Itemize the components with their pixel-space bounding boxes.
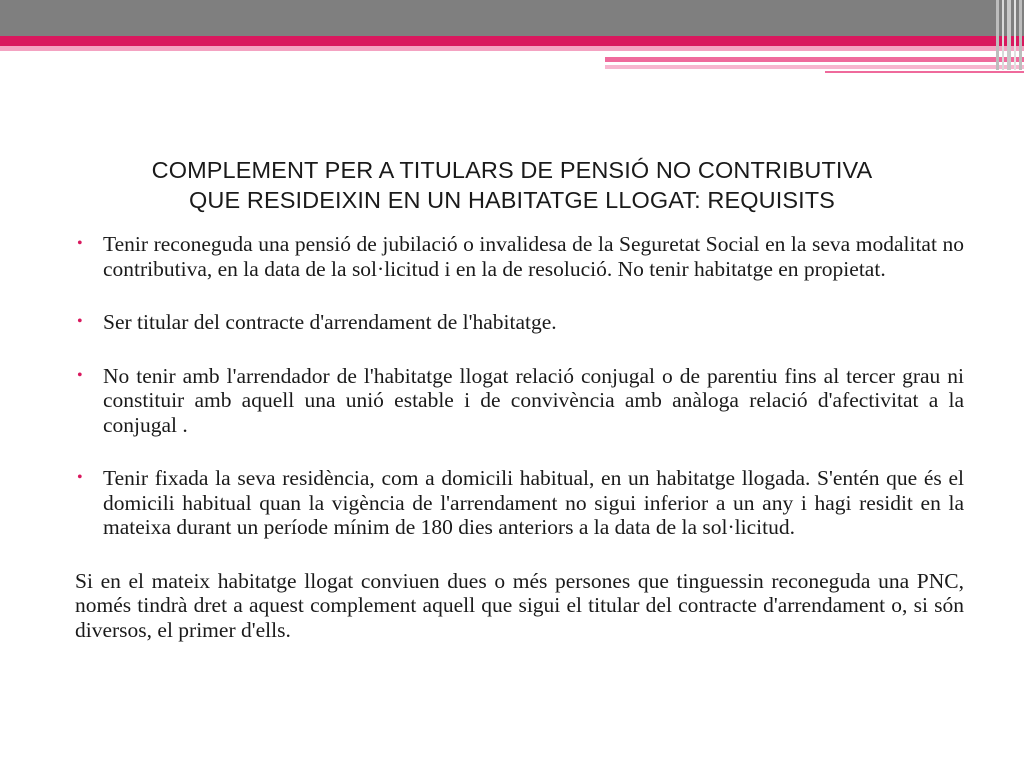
bullet-item-1: • Tenir reconeguda una pensió de jubilació o invalidesa de la Seguretat Social en la seva modalitat no contributiva, en la data de la sol·licitud i en la de resolució. No tenir habitatge en propietat. [75, 232, 964, 281]
bullet-item-2: • Ser titular del contracte d'arrendament de l'habitatge. [75, 310, 964, 335]
decorative-strip [605, 57, 1024, 62]
header-band-gray [0, 0, 1024, 36]
slide-title-line-1: COMPLEMENT PER A TITULARS DE PENSIÓ NO CONTRIBUTIVA [151, 157, 873, 183]
header-band-pink [0, 36, 1024, 46]
decorative-strip [825, 71, 1024, 73]
header-band-pink-light [0, 46, 1024, 51]
slide-content [75, 232, 964, 642]
bullet-item-3: • No tenir amb l'arrendador de l'habitatge llogat relació conjugal o de parentiu fins al tercer grau ni constituir amb aquell una unió estable i de convivència amb anàloga relació d'afectivitat a la conjugal . [75, 364, 964, 438]
decorative-vertical-lines [994, 0, 1024, 70]
slide-title-line-2: QUE RESIDEIXIN EN UN HABITATGE LLOGAT: REQUISITS [189, 187, 835, 213]
decorative-strip [605, 65, 1024, 69]
closing-paragraph: Si en el mateix habitatge llogat conviuen dues o més persones que tinguessin reconeguda una PNC, només tindrà dret a aquest complement aquell que sigui el titular del contracte d'arrendament o, si són diversos, el primer d'ells. [75, 568, 964, 642]
slide-title [40, 155, 984, 215]
bullet-item-4: • Tenir fixada la seva residència, com a domicili habitual, en un habitatge llogada. S'entén que és el domicili habitual quan la vigència de l'arrendament no sigui inferior a un any i hagi residit en la mateixa durant un període mínim de 180 dies anteriors a la data de la sol·licitud. [75, 466, 964, 540]
